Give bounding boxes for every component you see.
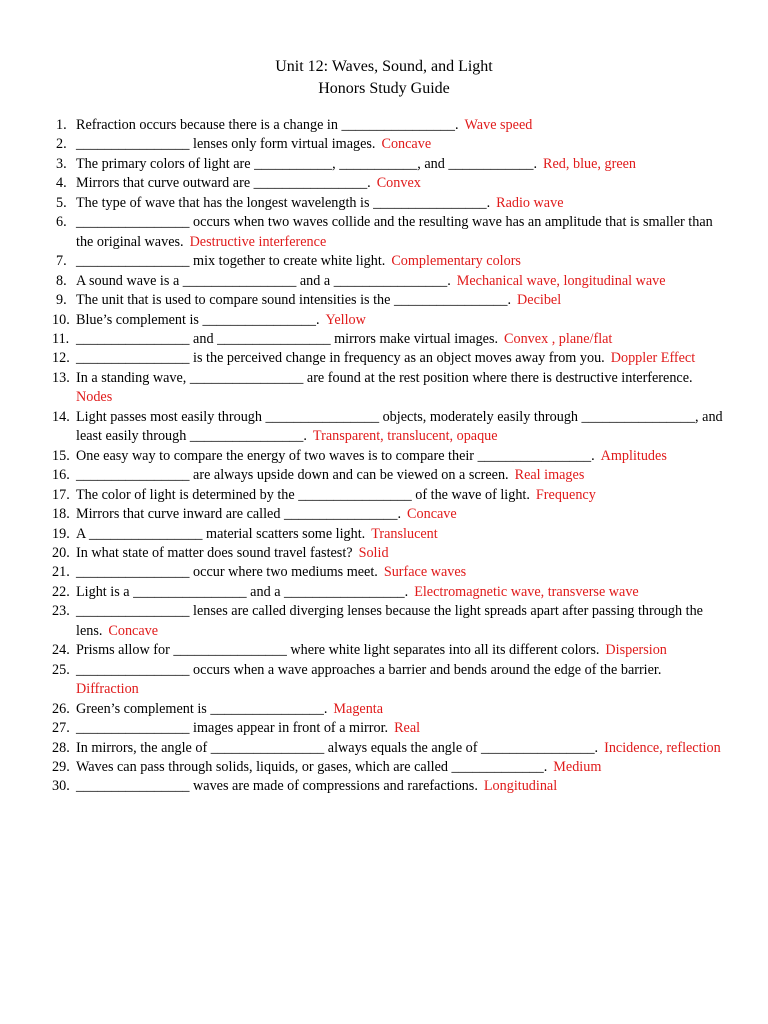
answer-text: Doppler Effect <box>610 350 696 367</box>
question-number: 13. <box>52 369 70 386</box>
question-number: 18. <box>52 506 70 523</box>
question-item <box>56 213 726 252</box>
question-item <box>52 447 726 466</box>
question-text: Prisms allow for ________________ where white light separates into all its different colors. <box>76 642 600 659</box>
answer-text: Electromagnetic wave, transverse wave <box>414 583 639 600</box>
question-item <box>52 311 726 330</box>
question-number: 16. <box>52 467 70 484</box>
question-number: 19. <box>52 525 70 542</box>
question-item <box>52 777 726 796</box>
question-text: ________________ occur where two mediums meet. <box>76 564 378 581</box>
answer-text: Mechanical wave, longitudinal wave <box>456 272 666 289</box>
answer-text: Red, blue, green <box>543 155 637 172</box>
question-number: 4. <box>56 175 67 192</box>
question-text: ________________ lenses are called diverging lenses because the light spreads apart after passing through the lens. <box>76 603 703 639</box>
question-item <box>52 330 726 349</box>
question-text: ________________ waves are made of compressions and rarefactions. <box>76 778 478 795</box>
answer-text: Destructive interference <box>189 233 327 250</box>
question-item <box>56 272 726 291</box>
question-text: ________________ images appear in front of a mirror. <box>76 720 389 737</box>
question-number: 2. <box>56 136 67 153</box>
question-text: Waves can pass through solids, liquids, or gases, which are called _____________. <box>76 758 548 775</box>
question-item <box>56 174 726 193</box>
question-item <box>52 466 726 485</box>
question-item <box>52 602 726 641</box>
question-number: 23. <box>52 603 70 620</box>
answer-text: Real images <box>514 467 585 484</box>
question-text: In mirrors, the angle of ________________ always equals the angle of ________________. <box>76 739 599 756</box>
answer-text: Real <box>394 720 421 737</box>
question-list <box>52 116 726 797</box>
question-number: 8. <box>56 272 67 289</box>
answer-text: Diffraction <box>76 681 139 698</box>
question-item <box>52 408 726 447</box>
question-number: 5. <box>56 194 67 211</box>
question-number: 6. <box>56 214 67 231</box>
question-number: 14. <box>52 408 70 425</box>
answer-text: Wave speed <box>464 117 533 133</box>
question-text: ________________ lenses only form virtual images. <box>76 136 376 153</box>
question-text: ________________ and ________________ mirrors make virtual images. <box>76 330 499 347</box>
question-item <box>52 349 726 368</box>
question-number: 10. <box>52 311 70 328</box>
question-text: ________________ occurs when a wave approaches a barrier and bends around the edge of the barrier. <box>76 661 662 678</box>
question-number: 9. <box>56 292 67 309</box>
answer-text: Incidence, reflection <box>604 739 721 756</box>
question-item <box>52 544 726 563</box>
answer-text: Complementary colors <box>391 253 521 270</box>
question-item <box>52 369 726 408</box>
answer-text: Decibel <box>517 292 562 309</box>
question-item <box>52 563 726 582</box>
question-item <box>52 661 726 700</box>
question-number: 24. <box>52 642 70 659</box>
question-item <box>52 486 726 505</box>
answer-text: Magenta <box>333 700 384 717</box>
question-text: Light passes most easily through ________________ objects, moderately easily through ________________, and least easily through ________________. <box>76 408 723 445</box>
question-number: 26. <box>52 700 70 717</box>
question-text: The unit that is used to compare sound intensities is the ________________. <box>76 292 512 309</box>
answer-text: Convex , plane/flat <box>504 330 613 347</box>
question-number: 15. <box>52 447 70 464</box>
question-item <box>56 135 726 154</box>
question-item <box>52 758 726 777</box>
question-number: 21. <box>52 564 70 581</box>
question-number: 30. <box>52 778 70 795</box>
answer-text: Solid <box>358 544 389 561</box>
question-text: Blue’s complement is ________________. <box>76 311 320 328</box>
answer-text: Concave <box>407 506 457 523</box>
title-block <box>0 56 768 100</box>
question-number: 17. <box>52 486 70 503</box>
answer-text: Longitudinal <box>483 778 558 795</box>
answer-text: Nodes <box>76 389 113 406</box>
answer-text: Amplitudes <box>600 447 667 464</box>
question-text: The color of light is determined by the ________________ of the wave of light. <box>76 486 530 503</box>
question-number: 25. <box>52 661 70 678</box>
question-text: Refraction occurs because there is a change in ________________. <box>76 117 459 133</box>
question-item <box>56 252 726 271</box>
question-text: One easy way to compare the energy of two waves is to compare their ________________. <box>76 447 595 464</box>
question-item <box>52 641 726 660</box>
question-item <box>52 505 726 524</box>
question-number: 27. <box>52 720 70 737</box>
question-number: 22. <box>52 583 70 600</box>
answer-text: Radio wave <box>496 194 564 211</box>
question-number: 7. <box>56 253 67 270</box>
answer-text: Transparent, translucent, opaque <box>312 428 498 445</box>
question-item <box>52 525 726 544</box>
answer-text: Frequency <box>535 486 596 503</box>
document-subtitle: Honors Study Guide <box>318 80 450 97</box>
question-number: 28. <box>52 739 70 756</box>
answer-text: Convex <box>376 175 421 192</box>
question-item <box>56 155 726 174</box>
question-item <box>52 583 726 602</box>
answer-text: Yellow <box>325 311 366 328</box>
question-text: ________________ mix together to create white light. <box>76 253 386 270</box>
question-text: A sound wave is a ________________ and a ________________. <box>76 272 451 289</box>
question-item <box>52 739 726 758</box>
question-text: Mirrors that curve outward are ________________. <box>76 175 371 192</box>
answer-text: Translucent <box>371 525 438 542</box>
question-item <box>56 116 726 135</box>
question-text: ________________ are always upside down and can be viewed on a screen. <box>76 467 509 484</box>
answer-text: Concave <box>108 622 159 639</box>
answer-text: Dispersion <box>605 642 667 659</box>
question-text: Light is a ________________ and a _________________. <box>76 583 409 600</box>
question-number: 3. <box>56 155 67 172</box>
question-number: 20. <box>52 544 70 561</box>
answer-text: Medium <box>553 758 602 775</box>
question-number: 12. <box>52 350 70 367</box>
question-number: 1. <box>56 117 67 133</box>
question-text: Green’s complement is ________________. <box>76 700 328 717</box>
question-item <box>56 194 726 213</box>
question-text: The type of wave that has the longest wavelength is ________________. <box>76 194 491 211</box>
question-text: The primary colors of light are ___________, ___________, and ____________. <box>76 155 538 172</box>
question-text: ________________ is the perceived change in frequency as an object moves away from you. <box>76 350 605 367</box>
question-item <box>56 291 726 310</box>
question-item <box>52 719 726 738</box>
document-title: Unit 12: Waves, Sound, and Light <box>275 58 493 75</box>
question-text: ________________ occurs when two waves collide and the resulting wave has an amplitude that is smaller than the original waves. <box>76 214 713 250</box>
question-text: In what state of matter does sound travel fastest? <box>76 544 353 561</box>
question-text: A ________________ material scatters some light. <box>76 525 366 542</box>
question-number: 11. <box>52 330 70 347</box>
question-text: In a standing wave, ________________ are found at the rest position where there is destructive interference. <box>76 369 693 386</box>
question-item <box>52 700 726 719</box>
answer-text: Concave <box>381 136 432 153</box>
question-text: Mirrors that curve inward are called ________________. <box>76 506 402 523</box>
question-number: 29. <box>52 758 70 775</box>
answer-text: Surface waves <box>383 564 467 581</box>
